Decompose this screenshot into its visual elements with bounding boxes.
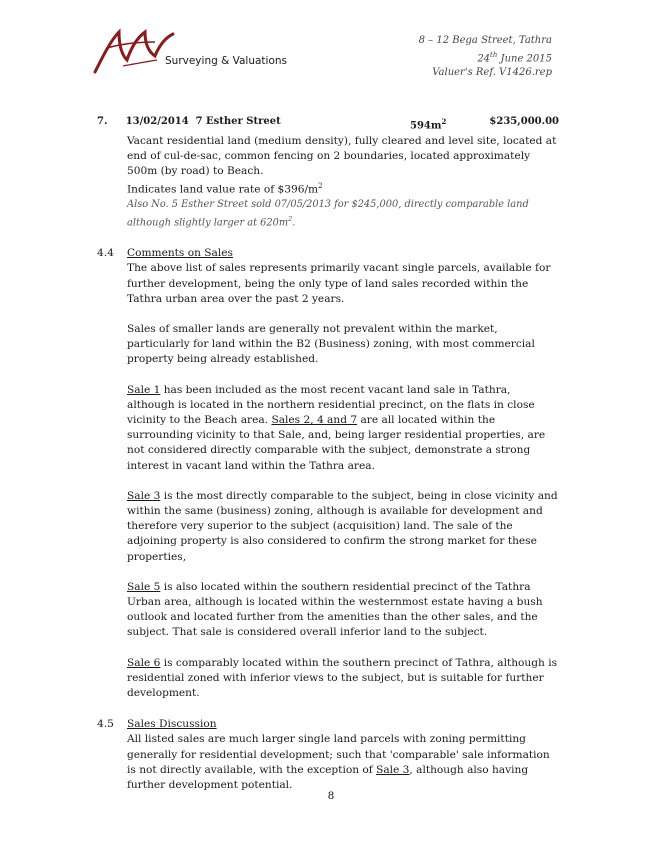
- page-header: [419, 34, 552, 80]
- sale-reference: Sale 3: [376, 763, 410, 776]
- paragraph: All listed sales are much larger single land parcels with zoning permitting generally for residential development; such that 'comparable' sale information is not directly available, with the exception of Sale 3, although also having further development potential.: [127, 733, 550, 792]
- paragraph: Sale 1 has been included as the most recent vacant land sale in Tathra, although is located in the northern residential precinct, on the flats in close vicinity to the Beach area. Sales 2, 4 and 7 are all located within the surrounding vicinity to that Sale, and, being larger residential properties, are not considered directly comparable with the subject, demonstrate a strong interest in vacant land within the Tathra area.: [127, 383, 546, 472]
- sale-address: 7 Esther Street: [195, 116, 281, 127]
- header-ref: Valuer's Ref. V1426.rep: [432, 67, 552, 79]
- sale-reference: Sale 1: [127, 383, 161, 396]
- header-date: 24th June 2015: [477, 51, 552, 65]
- header-address: 8 – 12 Bega Street, Tathra: [418, 35, 552, 46]
- section-title: Sales Discussion: [127, 718, 217, 731]
- company-logo: [93, 26, 283, 76]
- sale-rate: Indicates land value rate of $\$396/m^2$: [127, 182, 323, 196]
- sale-price: $235,000.00: [489, 116, 560, 127]
- section-title: Comments on Sales: [127, 247, 233, 260]
- paragraph: Sale 6 is comparably located within the southern precinct of Tathra, although is residential zoned with inferior views to the subject, but is suitable for further development.: [127, 656, 558, 700]
- sale-reference: Sale 5: [127, 580, 161, 593]
- logo-text: Surveying & Valuations: [165, 55, 288, 67]
- sale-area: $594m^2$: [409, 117, 447, 132]
- paragraph: The above list of sales represents primarily vacant single parcels, available for further development, being the only type of land sales recorded within the Tathra urban area over the past 2 years.: [127, 262, 551, 305]
- section-sales-discussion: [97, 717, 559, 793]
- paragraph: Sale 5 is also located within the southern residential precinct of the Tathra Urban area, although is located within the westernmost estate having a bush outlook and located further from the amenities than the other sales, and the subject. That sale is considered overall inferior land to the subject.: [127, 580, 543, 639]
- section-number: 4.4: [97, 247, 114, 260]
- sale-number: 7.: [97, 116, 108, 127]
- section-number: 4.5: [97, 718, 114, 731]
- sale-reference: Sale 6: [127, 656, 161, 669]
- sale-7-details: [127, 134, 559, 231]
- document-body: [97, 114, 559, 793]
- section-comments-on-sales: [97, 246, 559, 701]
- paragraph: Sale 3 is the most directly comparable to the subject, being in close vicinity and within the same (business) zoning, although is available for development and therefore very superior to the subject (acquisition) land. The sale of the adjoining property is also considered to confirm the strong market for these properties,: [127, 489, 558, 563]
- logo-mark-icon: [93, 26, 283, 76]
- sale-reference: Sales 2, 4 and 7: [271, 413, 358, 426]
- paragraph: Sales of smaller lands are generally not prevalent within the market, particularly for land within the B2 (Business) zoning, with most commercial property being already established.: [127, 322, 535, 366]
- sale-date: 13/02/2014: [125, 116, 189, 127]
- page-number: 8: [327, 790, 335, 802]
- sale-reference: Sale 3: [127, 489, 161, 502]
- sale-note: Also No. 5 Esther Street sold 07/05/2013 for $245,000, directly comparable land although slightly larger at $620m^2$.: [127, 198, 529, 229]
- sale-description: Vacant residential land (medium density), fully cleared and level site, located at end of cul-de-sac, common fencing on 2 boundaries, located approximately 500m (by road) to Beach.: [127, 134, 557, 177]
- sale-7-header: [97, 114, 559, 134]
